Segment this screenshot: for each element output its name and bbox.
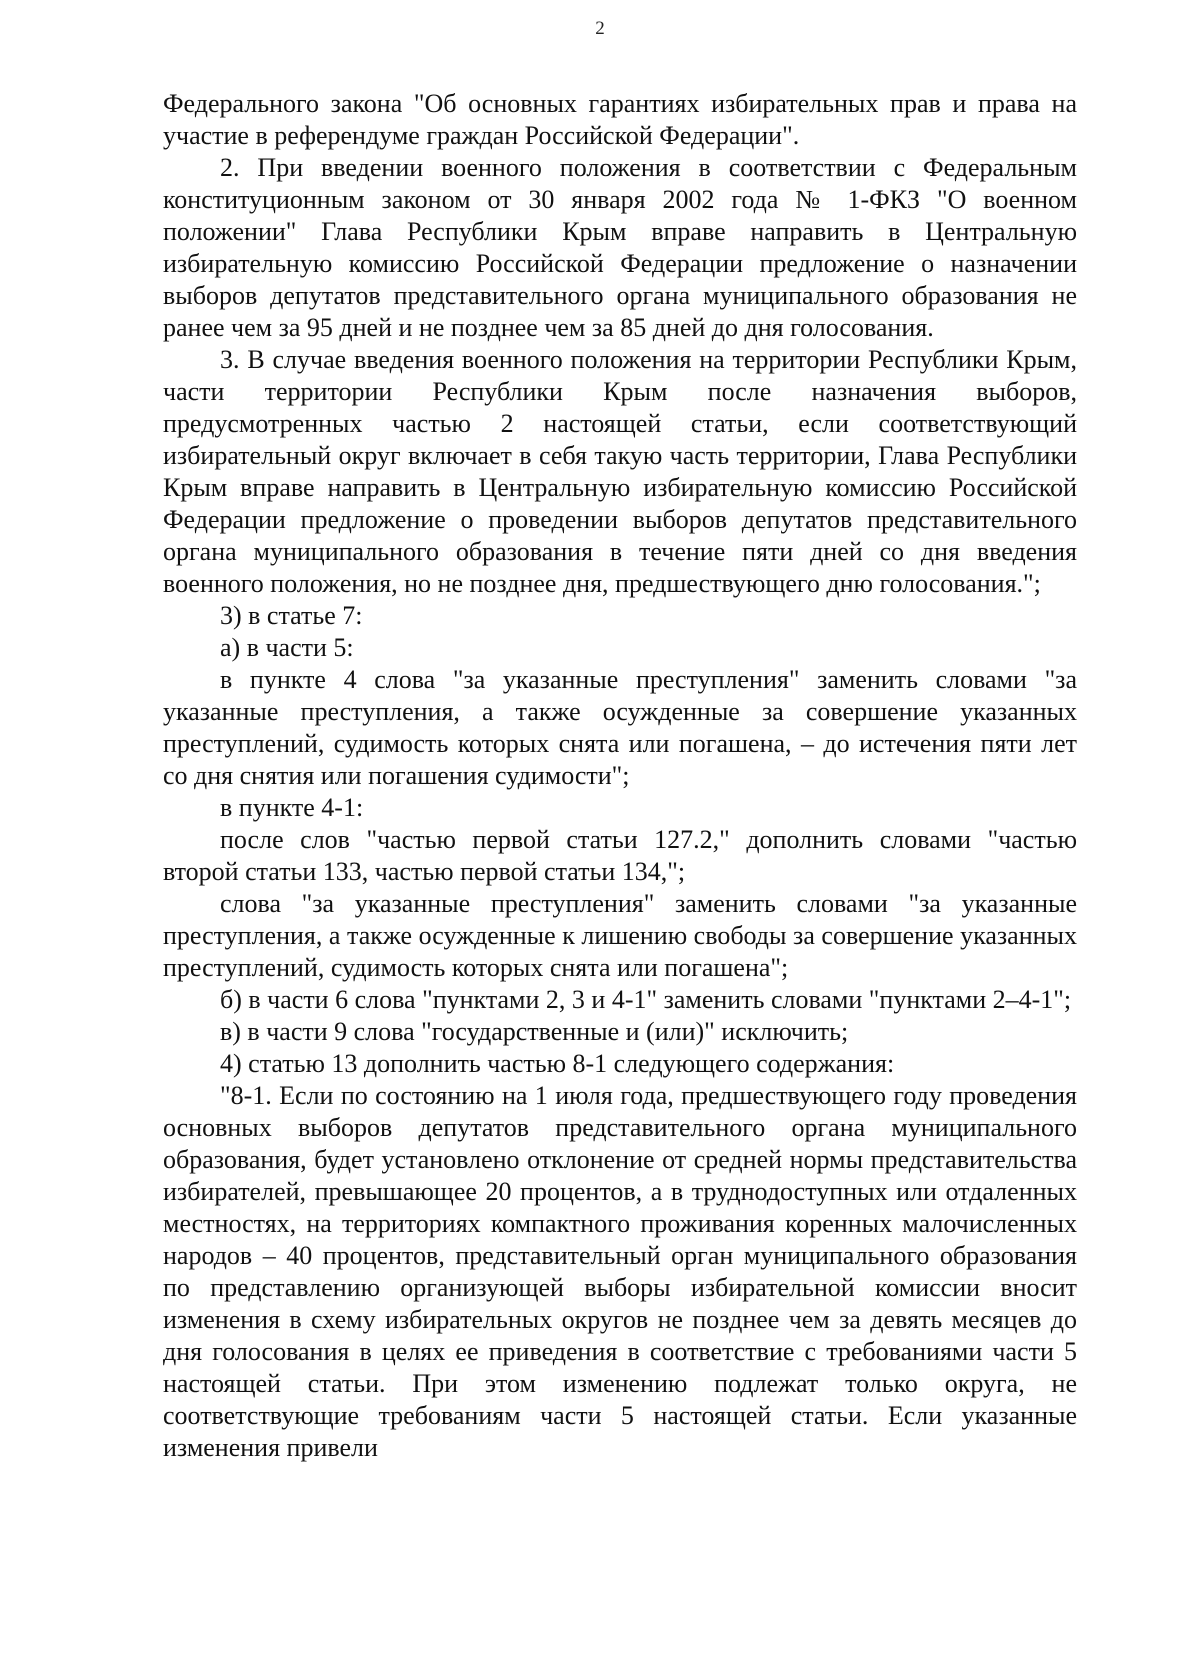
paragraph-part-8-1: "8-1. Если по состоянию на 1 июля года, предшествующего году проведения основных выборов депутатов представительного органа муниципального образования, будет установлено отклонение от средней нормы представительства избирателей, превышающее 20 процентов, а в труднодоступных или отдаленных местностях, на территориях компактного проживания коренных малочисленных народов – 40 процентов, представительный орган муниципального образования по представлению организующей выборы избирательной комиссии вносит изменения в схему избирательных округов не позднее чем за девять месяцев до дня голосования в целях ее приведения в соответствие с требованиями части 5 настоящей статьи. При этом изменению подлежат только округа, не соответствующие требованиям части 5 настоящей статьи. Если указанные изменения привели (163, 1081, 1077, 1462)
paragraph-part-6: б) в части 6 слова "пунктами 2, 3 и 4-1" заменить словами "пунктами 2–4-1"; (220, 985, 1072, 1014)
paragraph-point-4-1: в пункте 4-1: (220, 793, 364, 822)
paragraph-federal-law-continuation: Федерального закона "Об основных гарантиях избирательных прав и права на участие в референдуме граждан Российской Федерации". (163, 89, 1077, 150)
paragraph-item-3: 3. В случае введения военного положения на территории Республики Крым, части территории Республики Крым после назначения выборов, предусмотренных частью 2 настоящей статьи, если соответствующий избирательный округ включает в себя такую часть территории, Глава Республики Крым вправе направить в Центральную избирательную комиссию Российской Федерации предложение о проведении выборов депутатов представительного органа муниципального образования в течение пяти дней со дня введения военного положения, но не позднее дня, предшествующего дню голосования."; (163, 345, 1077, 598)
page-number: 2 (595, 18, 605, 39)
paragraph-part-9: в) в части 9 слова "государственные и (или)" исключить; (220, 1017, 849, 1046)
paragraph-article-13: 4) статью 13 дополнить частью 8-1 следующего содержания: (220, 1049, 895, 1078)
paragraph-part-5: а) в части 5: (220, 633, 354, 662)
paragraph-words-replace: слова "за указанные преступления" заменить словами "за указанные преступления, а также осужденные к лишению свободы за совершение указанных преступлений, судимость которых снята или погашена"; (163, 889, 1077, 982)
document-body (163, 88, 1077, 1464)
paragraph-item-2: 2. При введении военного положения в соответствии с Федеральным конституционным законом от 30 января 2002 года № 1-ФКЗ "О военном положении" Глава Республики Крым вправе направить в Центральную избирательную комиссию Российской Федерации предложение о назначении выборов депутатов представительного органа муниципального образования не ранее чем за 95 дней и не позднее чем за 85 дней до дня голосования. (163, 153, 1077, 342)
paragraph-after-words: после слов "частью первой статьи 127.2," дополнить словами "частью второй статьи 133, частью первой статьи 134,"; (163, 825, 1077, 886)
paragraph-point-4: в пункте 4 слова "за указанные преступления" заменить словами "за указанные преступления, а также осужденные за совершение указанных преступлений, судимость которых снята или погашена, – до истечения пяти лет со дня снятия или погашения судимости"; (163, 665, 1077, 790)
paragraph-article-7: 3) в статье 7: (220, 601, 363, 630)
